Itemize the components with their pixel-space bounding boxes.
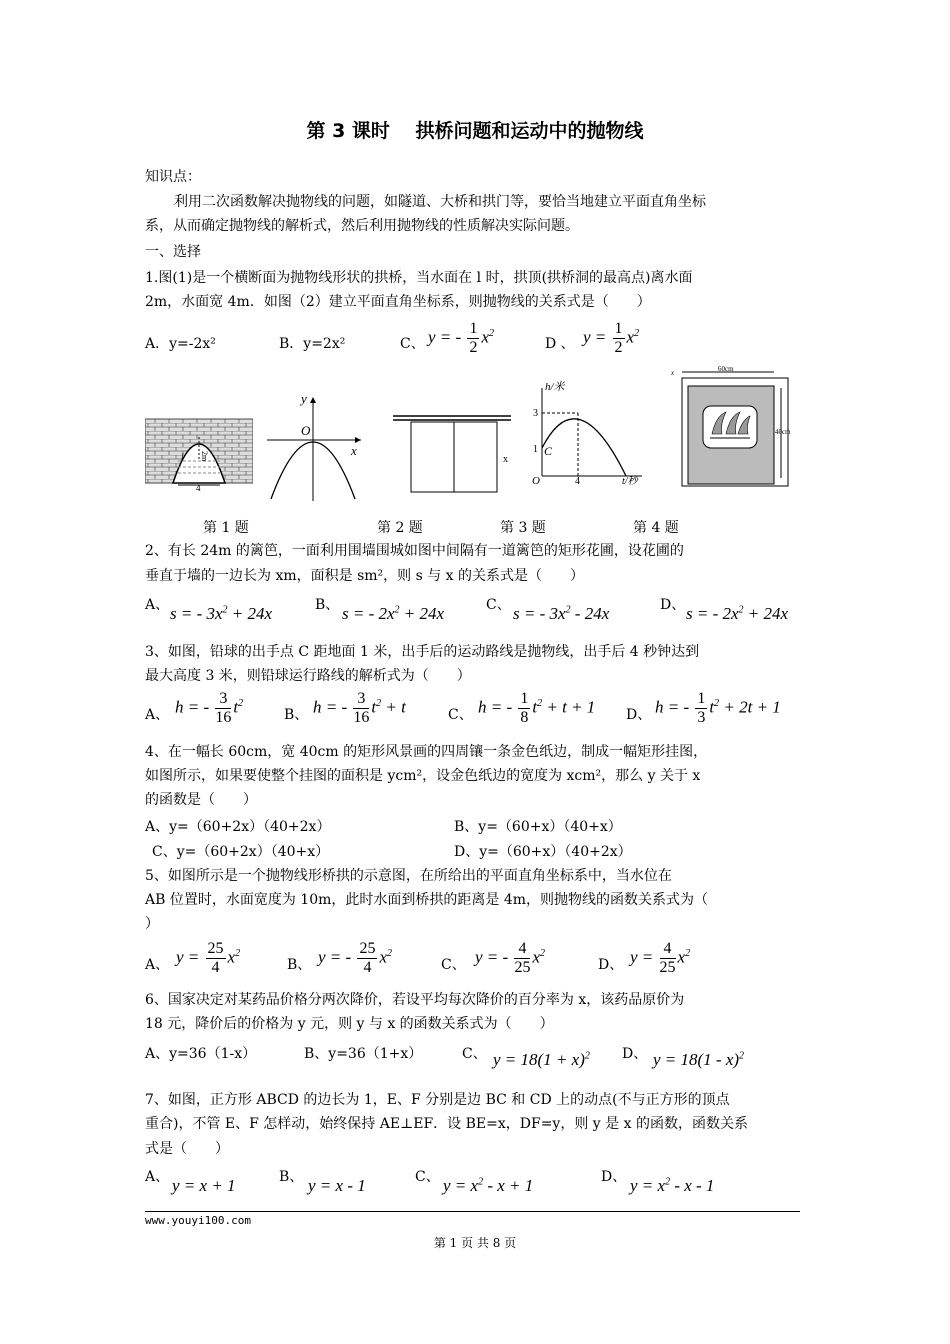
fig4-t-label: t/秒 <box>622 476 638 487</box>
page-title: 第 3 课时 拱桥问题和运动中的抛物线 <box>306 120 644 142</box>
figure-4-caption: 第 4 题 <box>633 520 679 536</box>
q6-option-b: B、y=36（1+x） <box>304 1046 423 1062</box>
knowledge-text-1: 利用二次函数解决抛物线的问题，如隧道、大桥和拱门等，要恰当地建立平面直角坐标 <box>174 194 706 210</box>
q7-option-b-label: B、 <box>279 1169 304 1185</box>
q3-option-b-formula: h = - $\frac{3}{16}$ $t^2 + t$ <box>313 690 406 726</box>
q7-text-3: 式是（ ） <box>145 1141 229 1157</box>
q6-option-d-label: D、 <box>622 1046 648 1062</box>
q5-option-c-label: C、 <box>441 957 466 973</box>
q2-option-b-label: B、 <box>315 597 340 613</box>
q2-option-c-label: C、 <box>486 597 511 613</box>
fig5-x-label: x <box>671 369 675 377</box>
q1-option-d-label: D 、 <box>545 336 575 352</box>
fig4-h-label: h/米 <box>545 381 565 393</box>
q4-option-a: A、y=（60+2x）（40+2x） <box>145 819 331 835</box>
q4-option-c: C、y=（60+2x）（40+x） <box>152 844 330 860</box>
q1-option-d-formula: y = $\frac{1}{2}$ $x^2$ <box>583 320 640 356</box>
q4-option-b: B、y=（60+x）（40+x） <box>454 819 622 835</box>
q2-text-2: 垂直于墙的一边长为 xm，面积是 sm²，则 s 与 x 的关系式是（ ） <box>145 568 585 584</box>
fig1-water-label: l <box>181 452 184 462</box>
fig5-top-label: 60cm <box>718 365 734 373</box>
q7-option-d-formula: $y = x^2 - x - 1$ <box>630 1176 715 1195</box>
fig2-y-label: y <box>301 393 307 406</box>
fig4-1-label: 1 <box>533 444 538 455</box>
q7-option-d-label: D、 <box>601 1169 627 1185</box>
q7-option-c-label: C、 <box>415 1169 440 1185</box>
q3-option-a-formula: h = - $\frac{3}{16}$ $t^2$ <box>175 690 244 726</box>
q7-option-b-formula: y = x - 1 <box>308 1176 366 1195</box>
q5-option-d-formula: y = $\frac{4}{25}$ $x^2$ <box>630 940 691 976</box>
q2-option-d-formula: s = - $2x^2 + 24x$ <box>686 604 789 623</box>
q2-option-a-formula: s = - $3x^2 + 24x$ <box>170 604 273 623</box>
q3-option-a-label: A、 <box>145 707 170 723</box>
q6-option-d-formula: y = 18(1 - x)$^2$ <box>653 1050 745 1069</box>
q2-option-a-label: A、 <box>145 597 170 613</box>
q4-option-d: D、y=（60+x）（40+2x） <box>454 844 632 860</box>
q7-option-c-formula: $y = x^2 - x + 1$ <box>443 1176 534 1195</box>
q5-option-b-label: B、 <box>287 957 312 973</box>
q6-option-c-formula: $y = 18(1 + x)^2$ <box>493 1050 590 1069</box>
fig3-x-label: x <box>503 454 508 465</box>
knowledge-text-2: 系，从而确定抛物线的解析式，然后利用抛物线的性质解决实际问题。 <box>145 218 579 234</box>
q3-option-c-label: C、 <box>448 707 473 723</box>
q5-text-3: ） <box>145 916 159 932</box>
fig2-x-label: x <box>351 443 357 458</box>
q1-option-c-label: C、 <box>400 336 425 352</box>
fig2-o-label: O <box>301 423 311 438</box>
figure-1-caption: 第 1 题 <box>203 520 249 536</box>
fig1-width-label: 4 <box>196 483 201 491</box>
q1-text-1: 1.图(1)是一个横断面为抛物线形状的拱桥，当水面在 l 时，拱顶(拱桥洞的最高点)离水面 <box>145 270 693 286</box>
footer-page-number: 第 1 页 共 8 页 <box>433 1236 517 1250</box>
q4-text-1: 4、在一幅长 60cm，宽 40cm 的矩形风景画的四周镶一条金色纸边，制成一幅矩形挂图， <box>145 744 708 760</box>
q5-option-c-formula: y = - $\frac{4}{25}$ $x^2$ <box>475 940 545 976</box>
q3-text-1: 3、如图，铅球的出手点 C 距地面 1 米，出手后的运动路线是抛物线，出手后 4 秒钟达到 <box>145 644 700 660</box>
q6-text-1: 6、国家决定对某药品价格分两次降价，若设平均每次降价的百分率为 x，该药品原价为 <box>145 992 685 1008</box>
q5-option-a-label: A、 <box>145 957 170 973</box>
figure-3-fence <box>393 412 521 496</box>
q3-option-d-formula: h = - $\frac{1}{3}$ $t^2 + 2t + 1$ <box>655 690 781 726</box>
q1-option-b: B．y=2x² <box>279 336 346 352</box>
q5-option-a-formula: y = $\frac{25}{4}$ $x^2$ <box>176 940 241 976</box>
q2-option-d-label: D、 <box>660 597 686 613</box>
figure-2-parabola-axes <box>263 393 368 503</box>
q5-text-2: AB 位置时，水面宽度为 10m，此时水面到桥拱的距离是 4m，则抛物线的函数关系式为（ <box>145 892 709 908</box>
knowledge-label: 知识点： <box>145 169 201 185</box>
q3-text-2: 最大高度 3 米，则铅球运行路线的解析式为（ ） <box>145 668 471 684</box>
q3-option-b-label: B、 <box>284 707 309 723</box>
section-heading: 一、选择 <box>145 244 201 260</box>
q5-option-b-formula: y = - $\frac{25}{4}$ $x^2$ <box>318 940 392 976</box>
fig4-c-label: C <box>544 444 553 458</box>
q2-option-c-formula: s = - $3x^2 - 24x$ <box>513 604 610 623</box>
q5-option-d-label: D、 <box>598 957 624 973</box>
q4-text-2: 如图所示，如果要使整个挂图的面积是 ycm²，设金色纸边的宽度为 xcm²，那么 y 关于 x <box>145 768 701 784</box>
figure-2-caption: 第 2 题 <box>377 520 423 536</box>
footer-site: www.youyi100.com <box>145 1214 251 1227</box>
figure-1-arch-bridge <box>145 415 253 491</box>
q7-text-1: 7、如图，正方形 ABCD 的边长为 1，E、F 分别是边 BC 和 CD 上的动点(不与正方形的顶点 <box>145 1092 730 1108</box>
q4-text-3: 的函数是（ ） <box>145 792 257 808</box>
q2-text-1: 2、有长 24m 的篱笆，一面利用围墙围城如图中间隔有一道篱笆的矩形花圃，设花圃的 <box>145 543 684 559</box>
q1-option-a: A．y=-2x² <box>145 336 216 352</box>
q7-option-a-formula: y = x + 1 <box>172 1176 236 1195</box>
q6-option-c-label: C、 <box>462 1046 487 1062</box>
q1-option-c-formula: y = - $\frac{1}{2}$ $x^2$ <box>428 320 494 356</box>
q7-option-a-label: A、 <box>145 1169 170 1185</box>
q7-text-2: 重合)，不管 E、F 怎样动，始终保持 AE⊥EF．设 BE=x，DF=y，则 y 是 x 的函数，函数关系 <box>145 1116 748 1132</box>
q6-text-2: 18 元，降价后的价格为 y 元，则 y 与 x 的函数关系式为（ ） <box>145 1016 554 1032</box>
q3-option-c-formula: h = - $\frac{1}{8}$ $t^2 + t + 1$ <box>478 690 596 726</box>
fig4-4-label: 4 <box>575 476 580 487</box>
fig4-o-label: O <box>532 475 540 487</box>
figure-5-picture-frame <box>670 364 800 494</box>
q5-text-1: 5、如图所示是一个抛物线形桥拱的示意图，在所给出的平面直角坐标系中，当水位在 <box>145 868 672 884</box>
figure-4-shot-put-graph <box>530 380 648 488</box>
q3-option-d-label: D、 <box>626 707 652 723</box>
footer-divider <box>145 1211 800 1212</box>
q1-text-2: 2m，水面宽 4m．如图（2）建立平面直角坐标系，则抛物线的关系式是（ ） <box>145 294 651 310</box>
fig5-side-label: 40cm <box>775 428 791 436</box>
fig4-3-label: 3 <box>533 408 538 419</box>
figure-3-caption: 第 3 题 <box>500 520 546 536</box>
q2-option-b-formula: s = - $2x^2 + 24x$ <box>342 604 445 623</box>
q6-option-a: A、y=36（1-x） <box>145 1046 257 1062</box>
fig1-height-label: 2m <box>200 451 209 462</box>
